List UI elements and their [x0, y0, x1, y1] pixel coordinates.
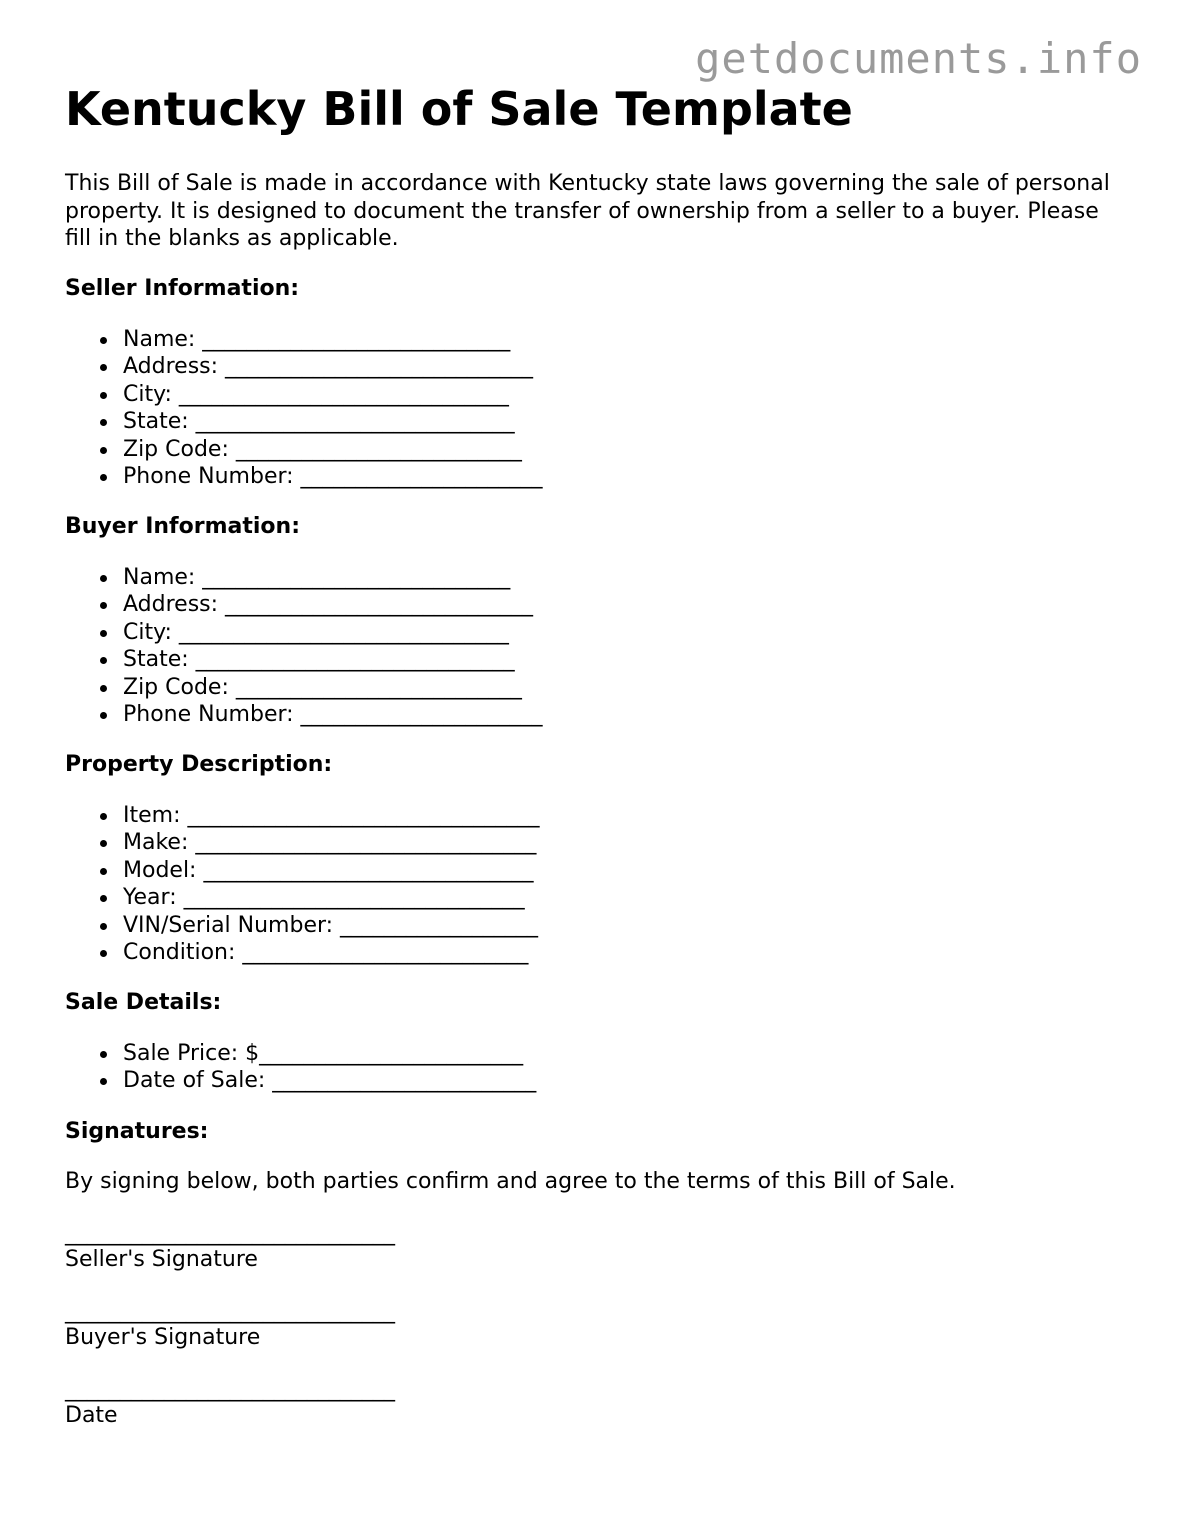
date-signature-label: Date: [65, 1403, 118, 1428]
buyer-signature-label: Buyer's Signature: [65, 1325, 261, 1350]
seller-city-field: City: ______________________________: [123, 381, 543, 408]
buyer-zip-field: Zip Code: __________________________: [123, 674, 543, 701]
seller-phone-field: Phone Number: ______________________: [123, 464, 543, 490]
property-model-field: Model: ______________________________: [123, 857, 540, 884]
seller-state-field: State: _____________________________: [123, 408, 543, 435]
intro-paragraph: This Bill of Sale is made in accordance with Kentucky state laws governing the sale of personal property. It is designed to document the transfer of ownership from a seller to a buyer. Please fill in the blanks as applicable.: [65, 171, 1110, 251]
seller-field-list: [65, 326, 543, 490]
seller-name-field: Name: ____________________________: [123, 326, 543, 353]
seller-signature-label: Seller's Signature: [65, 1247, 258, 1272]
seller-address-field: Address: ____________________________: [123, 353, 543, 380]
buyer-signature-line: ______________________________: [65, 1299, 395, 1324]
property-vin-field: VIN/Serial Number: __________________: [123, 912, 539, 938]
date-signature-line: ______________________________: [65, 1377, 395, 1402]
seller-signature-line: ______________________________: [65, 1221, 395, 1246]
buyer-address-field: Address: ____________________________: [123, 591, 543, 618]
buyer-state-field: State: _____________________________: [123, 646, 543, 673]
property-year-field: Year: _______________________________: [123, 884, 540, 911]
buyer-name-field: Name: ____________________________: [123, 564, 543, 591]
buyer-city-field: City: ______________________________: [123, 619, 543, 646]
signatures-heading: Signatures:: [65, 1119, 209, 1144]
seller-heading: Seller Information:: [65, 276, 300, 301]
property-field-list: [65, 802, 540, 966]
property-condition-field: Condition: __________________________: [123, 939, 540, 966]
sale-price-field: Sale Price: $________________________: [123, 1040, 536, 1067]
seller-zip-field: Zip Code: __________________________: [123, 436, 543, 463]
page-title: Kentucky Bill of Sale Template: [65, 82, 853, 136]
watermark: getdocuments.info: [695, 34, 1142, 83]
buyer-field-list: [65, 564, 543, 728]
sale-field-list: [65, 1040, 536, 1095]
property-make-field: Make: _______________________________: [123, 829, 540, 856]
sale-heading: Sale Details:: [65, 990, 222, 1015]
buyer-phone-field: Phone Number: ______________________: [123, 702, 543, 728]
property-item-field: Item: ________________________________: [123, 803, 540, 828]
property-heading: Property Description:: [65, 752, 333, 777]
buyer-heading: Buyer Information:: [65, 514, 300, 539]
sale-date-field: Date of Sale: ________________________: [123, 1068, 537, 1094]
signatures-statement: By signing below, both parties confirm and agree to the terms of this Bill of Sale.: [65, 1169, 956, 1194]
